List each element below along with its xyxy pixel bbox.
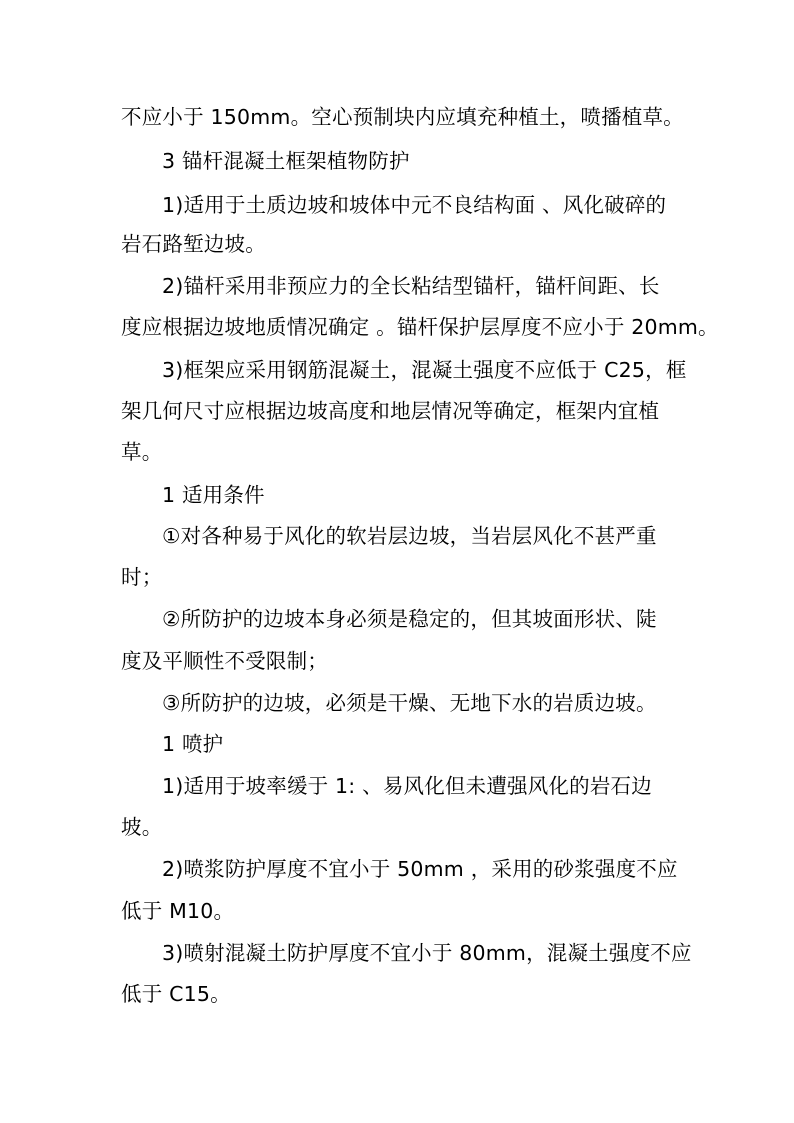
text-line: 度应根据边坡地质情况确定 。锚杆保护层厚度不应小于 20mm。: [121, 315, 719, 339]
text-line: 2)锚杆采用非预应力的全长粘结型锚杆，锚杆间距、长: [162, 274, 660, 298]
text-line: ①对各种易于风化的软岩层边坡，当岩层风化不甚严重: [162, 524, 657, 548]
text-line: 坡。: [121, 815, 163, 839]
text-line: 1)适用于土质边坡和坡体中元不良结构面 、风化破碎的: [162, 193, 667, 217]
section-heading: 3 锚杆混凝土框架植物防护: [162, 149, 410, 173]
text-line: 岩石路堑边坡。: [121, 232, 266, 256]
text-line: 不应小于 150mm。空心预制块内应填充种植土，喷播植草。: [121, 105, 684, 129]
text-line: 低于 M10。: [121, 899, 235, 923]
text-line: 架几何尺寸应根据边坡高度和地层情况等确定，框架内宜植: [121, 399, 660, 423]
section-heading: 1 喷护: [162, 732, 224, 756]
text-line: 3)喷射混凝土防护厚度不宜小于 80mm，混凝土强度不应: [162, 941, 692, 965]
text-line: 低于 C15。: [121, 982, 231, 1006]
text-line: 草。: [121, 440, 163, 464]
text-line: 1)适用于坡率缓于 1: 、易风化但未遭强风化的岩石边: [162, 774, 652, 798]
text-line: 2)喷浆防护厚度不宜小于 50mm ，采用的砂浆强度不应: [162, 857, 678, 881]
section-heading: 1 适用条件: [162, 483, 265, 507]
text-line: 3)框架应采用钢筋混凝土，混凝土强度不应低于 C25，框: [162, 358, 687, 382]
text-line: ③所防护的边坡，必须是干燥、无地下水的岩质边坡。: [162, 691, 657, 715]
text-line: ②所防护的边坡本身必须是稳定的，但其坡面形状、陡: [162, 607, 657, 631]
text-line: 时；: [121, 565, 163, 589]
text-line: 度及平顺性不受限制；: [121, 649, 328, 673]
